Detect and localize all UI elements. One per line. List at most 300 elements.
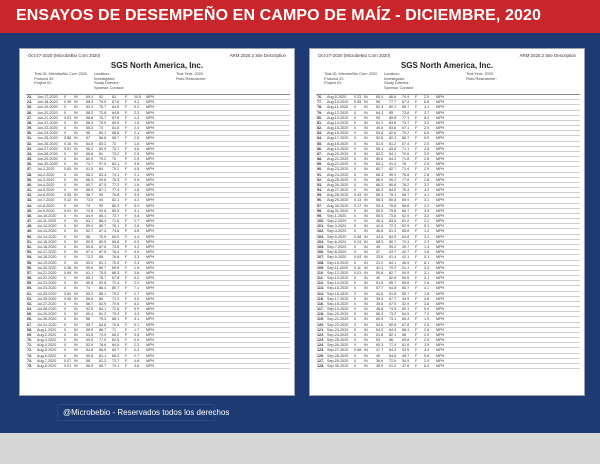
table-cell: 0.01 xyxy=(354,270,362,275)
table-cell: Aug-28-2020 xyxy=(327,193,349,198)
table-cell: MPH xyxy=(146,244,155,249)
table-cell: Aug-1-2020 xyxy=(37,327,57,332)
table-cell: Sep-5-2020 xyxy=(327,234,347,239)
table-cell: 55.1 xyxy=(86,276,94,281)
table-cell: 2.7 xyxy=(134,219,140,224)
table-cell: IN xyxy=(74,188,78,193)
table-cell: Sep-22-2020 xyxy=(327,322,349,327)
table-cell: 70.6 xyxy=(112,301,120,306)
table-cell: 93 xyxy=(99,198,104,203)
table-cell: 27. xyxy=(27,115,33,120)
table-cell: 53. xyxy=(27,250,33,255)
table-cell: MPH xyxy=(436,157,445,162)
table-cell: Aug-10-2020 xyxy=(327,100,349,105)
table-cell: MPH xyxy=(146,115,155,120)
table-cell: 64. xyxy=(27,307,33,312)
table-cell: IN xyxy=(74,182,78,187)
table-cell: F xyxy=(125,229,128,234)
table-cell: MPH xyxy=(436,136,445,141)
table-cell: MPH xyxy=(146,203,155,208)
table-cell: 47.7 xyxy=(376,348,384,353)
table-cell: 4.1 xyxy=(424,286,430,291)
table-cell: 64.8 xyxy=(402,234,410,239)
table-cell: MPH xyxy=(436,141,445,146)
table-cell: 48. xyxy=(27,224,33,229)
table-cell: 2.5 xyxy=(424,162,430,167)
table-cell: 61. xyxy=(27,291,33,296)
table-cell: 73 xyxy=(112,141,117,146)
table-cell: 51.2 xyxy=(389,363,397,368)
table-cell: 80.7 xyxy=(99,265,107,270)
table-cell: MPH xyxy=(436,177,445,182)
table-cell: Jul-24-2020 xyxy=(37,286,57,291)
table-cell: 59.6 xyxy=(402,281,410,286)
table-cell: IN xyxy=(364,120,368,125)
table-cell: 91. xyxy=(317,172,323,177)
table-cell: IN xyxy=(74,126,78,131)
table-cell: 0 xyxy=(64,157,67,162)
table-cell: 83.4 xyxy=(99,172,107,177)
table-cell: IN xyxy=(364,327,368,332)
table-cell: MPH xyxy=(146,100,155,105)
table-cell: IN xyxy=(74,177,78,182)
table-cell: 63. xyxy=(27,301,33,306)
table-cell: 7.1 xyxy=(134,286,140,291)
table-cell: IN xyxy=(364,250,368,255)
table-cell: 2.5 xyxy=(424,95,430,99)
table-cell: MPH xyxy=(436,120,445,125)
table-cell: F xyxy=(415,136,418,141)
table-cell: 0 xyxy=(354,307,357,312)
table-cell: 71.4 xyxy=(402,167,410,172)
table-cell: MPH xyxy=(436,126,445,131)
table-cell: 92.6 xyxy=(99,208,107,213)
table-cell: IN xyxy=(364,151,368,156)
table-cell: 44.8 xyxy=(376,234,384,239)
table-cell: IN xyxy=(74,358,78,363)
table-cell: F xyxy=(125,317,128,322)
table-cell: 5.2 xyxy=(134,105,140,110)
table-cell: Jul-21-2020 xyxy=(37,270,57,275)
company-name: SGS North America, Inc. xyxy=(400,61,494,70)
table-cell: IN xyxy=(74,157,78,162)
table-cell: 82.6 xyxy=(389,131,397,136)
table-cell: F xyxy=(415,115,418,120)
table-cell: 58.3 xyxy=(376,239,384,244)
table-cell: 60.7 xyxy=(86,182,94,187)
table-cell: 0 xyxy=(354,260,357,265)
table-cell: Aug-27-2020 xyxy=(327,188,349,193)
table-cell: 0 xyxy=(64,332,67,337)
table-cell: 6.2 xyxy=(134,301,140,306)
table-cell: 50.6 xyxy=(402,276,410,281)
table-cell: 3.6 xyxy=(134,363,140,368)
table-cell: 0 xyxy=(64,276,67,281)
table-cell: MPH xyxy=(146,343,155,348)
table-cell: 77.1 xyxy=(402,115,410,120)
table-cell: 97. xyxy=(317,203,323,208)
table-cell: 66.7 xyxy=(402,105,410,110)
table-cell: 58 xyxy=(86,358,91,363)
table-cell: F xyxy=(415,162,418,167)
table-cell: 77.4 xyxy=(112,188,120,193)
table-cell: 0 xyxy=(64,286,67,291)
table-cell: 0.17 xyxy=(354,203,362,208)
table-cell: 0 xyxy=(64,317,67,322)
table-cell: 86 xyxy=(99,296,104,301)
table-cell: F xyxy=(125,141,128,146)
table-cell: MPH xyxy=(436,172,445,177)
table-cell: F xyxy=(415,296,418,301)
table-cell: 2.3 xyxy=(134,110,140,115)
table-cell: 65.6 xyxy=(402,229,410,234)
table-cell: Sep-30-2020 xyxy=(327,363,349,368)
table-cell: 0 xyxy=(354,110,357,115)
table-cell: 0 xyxy=(64,250,67,255)
table-cell: 128. xyxy=(317,363,325,368)
table-cell: 75.9 xyxy=(99,120,107,125)
table-cell: Sep-12-2020 xyxy=(327,270,349,275)
table-cell: F xyxy=(125,213,128,218)
table-cell: 0.54 xyxy=(64,291,72,296)
table-cell: 61.1 xyxy=(86,270,94,275)
report-meta-right: ARM 2020.2 Site Description xyxy=(229,53,286,58)
table-cell: 0 xyxy=(354,146,357,151)
table-cell: 58.3 xyxy=(376,312,384,317)
table-cell: Sep-20-2020 xyxy=(327,312,349,317)
table-cell: 66.7 xyxy=(402,136,410,141)
table-cell: 84.8 xyxy=(99,322,107,327)
table-cell: F xyxy=(125,110,128,115)
table-cell: Sep-24-2020 xyxy=(327,332,349,337)
table-cell: 39.3 xyxy=(376,296,384,301)
table-cell: IN xyxy=(364,312,368,317)
table-cell: 31. xyxy=(27,136,33,141)
table-cell: 61 xyxy=(112,95,117,99)
table-cell: 0 xyxy=(354,291,357,296)
table-cell: Sep-21-2020 xyxy=(327,317,349,322)
table-cell: IN xyxy=(364,265,368,270)
table-cell: IN xyxy=(364,203,368,208)
table-cell: MPH xyxy=(146,301,155,306)
table-cell: 47. xyxy=(27,219,33,224)
table-cell: F xyxy=(125,203,128,208)
table-cell: F xyxy=(125,172,128,177)
table-cell: Aug-4-2020 xyxy=(37,343,57,348)
table-cell: 73.8 xyxy=(389,213,397,218)
table-cell: 60.5 xyxy=(376,317,384,322)
table-cell: MPH xyxy=(146,332,155,337)
table-cell: 74.6 xyxy=(112,229,120,234)
table-cell: MPH xyxy=(146,141,155,146)
table-cell: F xyxy=(415,276,418,281)
table-cell: 0.49 xyxy=(64,100,72,105)
table-cell: F xyxy=(415,255,418,260)
table-cell: MPH xyxy=(436,358,445,363)
table-cell: MPH xyxy=(436,100,445,105)
table-cell: 113. xyxy=(317,286,324,291)
table-cell: 87. xyxy=(317,151,323,156)
table-cell: IN xyxy=(364,363,368,368)
table-cell: 104. xyxy=(317,239,325,244)
table-cell: 38.9 xyxy=(376,363,384,368)
table-cell: Sep-9-2020 xyxy=(327,255,347,260)
table-cell: 62. xyxy=(27,296,33,301)
table-cell: 1.2 xyxy=(134,115,140,120)
table-cell: MPH xyxy=(146,286,155,291)
table-cell: IN xyxy=(74,100,78,105)
table-cell: 68.3 xyxy=(112,270,120,275)
table-cell: 100. xyxy=(317,219,325,224)
table-cell: 3.9 xyxy=(424,343,430,348)
table-cell: F xyxy=(415,281,418,286)
table-cell: MPH xyxy=(436,301,445,306)
table-cell: MPH xyxy=(146,276,155,281)
table-cell: 111. xyxy=(317,276,324,281)
table-cell: MPH xyxy=(146,229,155,234)
table-cell: 70.8 xyxy=(112,322,120,327)
table-cell: Jul-5-2020 xyxy=(37,188,55,193)
table-cell: 5.9 xyxy=(424,307,430,312)
table-cell: F xyxy=(125,157,128,162)
table-cell: 86.7 xyxy=(99,327,107,332)
table-cell: 0.62 xyxy=(64,167,72,172)
table-cell: 58 xyxy=(86,234,91,239)
table-cell: 61.5 xyxy=(86,167,94,172)
table-cell: 41.6 xyxy=(376,224,384,229)
table-cell: 73 xyxy=(86,203,91,208)
table-cell: 59.6 xyxy=(86,265,94,270)
table-cell: 74.9 xyxy=(402,95,410,99)
table-cell: 64.7 xyxy=(112,348,120,353)
table-cell: F xyxy=(125,193,128,198)
table-cell: Sep-29-2020 xyxy=(327,358,349,363)
table-cell: 0 xyxy=(64,338,67,343)
table-cell: F xyxy=(125,224,128,229)
table-cell: 73.5 xyxy=(86,198,94,203)
table-cell: MPH xyxy=(436,255,445,260)
table-cell: 0 xyxy=(64,244,67,249)
table-cell: 2.3 xyxy=(134,343,140,348)
table-cell: IN xyxy=(74,307,78,312)
table-cell: 62.2 xyxy=(376,151,384,156)
trial-info-right: Trial Year: 2020 Field Researcher: xyxy=(466,71,497,81)
table-cell: F xyxy=(415,203,418,208)
table-cell: 60.8 xyxy=(86,244,94,249)
table-cell: 0 xyxy=(354,353,357,358)
table-cell: 72.6 xyxy=(389,358,397,363)
table-cell: 0 xyxy=(64,151,67,156)
table-cell: 53.4 xyxy=(376,203,384,208)
table-cell: IN xyxy=(364,358,368,363)
table-cell: 83. xyxy=(317,131,323,136)
table-cell: 49.5 xyxy=(86,338,94,343)
table-cell: 58.5 xyxy=(376,198,384,203)
table-cell: F xyxy=(415,188,418,193)
table-cell: 0.08 xyxy=(354,348,362,353)
table-cell: 75.9 xyxy=(99,234,107,239)
table-cell: MPH xyxy=(146,260,155,265)
table-cell: Jun-21-2020 xyxy=(37,115,58,120)
table-cell: F xyxy=(415,141,418,146)
table-cell: 74.5 xyxy=(389,307,397,312)
table-cell: 102. xyxy=(317,229,325,234)
table-cell: Aug-8-2020 xyxy=(37,363,57,368)
table-cell: 80. xyxy=(317,115,323,120)
table-cell: 0 xyxy=(354,177,357,182)
table-cell: 65.4 xyxy=(402,317,410,322)
table-cell: 54.9 xyxy=(402,358,410,363)
table-cell: 90 xyxy=(99,193,104,198)
table-cell: 70.5 xyxy=(112,260,120,265)
table-cell: F xyxy=(415,338,418,343)
table-cell: F xyxy=(415,265,418,270)
table-cell: Jul-29-2020 xyxy=(37,312,57,317)
table-cell: 40 xyxy=(376,276,381,281)
table-cell: 1.6 xyxy=(424,250,430,255)
table-cell: 46.6 xyxy=(376,229,384,234)
table-cell: F xyxy=(415,291,418,296)
table-cell: 91.4 xyxy=(389,162,397,167)
table-cell: 65.4 xyxy=(376,95,384,99)
table-cell: F xyxy=(125,255,128,260)
table-cell: 80.7 xyxy=(389,239,397,244)
table-cell: MPH xyxy=(146,110,155,115)
table-cell: MPH xyxy=(146,338,155,343)
table-cell: 74 xyxy=(86,286,91,291)
table-cell: 1.8 xyxy=(424,291,430,296)
table-cell: IN xyxy=(364,332,368,337)
table-cell: IN xyxy=(74,270,78,275)
table-cell: 82.1 xyxy=(112,162,120,167)
table-cell: 99. xyxy=(317,213,323,218)
table-cell: IN xyxy=(364,95,368,99)
table-cell: 95. xyxy=(317,193,323,198)
table-cell: 1.7 xyxy=(134,327,140,332)
table-cell: MPH xyxy=(436,208,445,213)
table-cell: 0.24 xyxy=(354,239,362,244)
table-cell: 86. xyxy=(317,146,323,151)
table-cell: 67.4 xyxy=(86,250,94,255)
table-cell: MPH xyxy=(436,348,445,353)
table-cell: F xyxy=(125,250,128,255)
trial-info-left: Trial ID: MicrobeBio Corn 2020 Protocol ID: Project ID: xyxy=(34,71,88,86)
table-cell: F xyxy=(415,312,418,317)
table-cell: 117. xyxy=(317,307,324,312)
table-cell: 112. xyxy=(317,281,324,286)
table-cell: Jul-11-2020 xyxy=(37,219,57,224)
table-cell: F xyxy=(415,317,418,322)
table-cell: 2.2 xyxy=(424,219,430,224)
table-cell: 70.3 xyxy=(402,239,410,244)
table-cell: 55. xyxy=(27,260,33,265)
table-cell: 28. xyxy=(27,120,33,125)
table-cell: F xyxy=(415,213,418,218)
table-cell: 61.1 xyxy=(376,120,384,125)
table-cell: 24. xyxy=(27,100,33,105)
table-cell: Sep-26-2020 xyxy=(327,343,349,348)
table-cell: MPH xyxy=(146,131,155,136)
table-cell: IN xyxy=(74,255,78,260)
table-cell: 84.1 xyxy=(389,151,397,156)
table-cell: 1.9 xyxy=(424,317,430,322)
table-cell: MPH xyxy=(436,291,445,296)
page-title: ENSAYOS DE DESEMPEÑO EN CAMPO DE MAÍZ - DICIEMBRE, 2020 xyxy=(16,7,542,24)
table-cell: 68.9 xyxy=(86,188,94,193)
table-cell: 26. xyxy=(27,110,33,115)
table-cell: 90 xyxy=(99,203,104,208)
table-cell: 66.7 xyxy=(402,208,410,213)
table-cell: MPH xyxy=(146,250,155,255)
table-cell: 67.8 xyxy=(112,276,120,281)
table-cell: Jul-2-2020 xyxy=(37,172,55,177)
table-cell: 2.0 xyxy=(424,141,430,146)
weather-table xyxy=(316,94,580,369)
table-cell: IN xyxy=(364,343,368,348)
table-cell: 97.9 xyxy=(99,162,107,167)
table-cell: 86 xyxy=(389,338,394,343)
table-cell: F xyxy=(125,234,128,239)
table-cell: 2.4 xyxy=(134,126,140,131)
table-cell: 79.2 xyxy=(99,157,107,162)
table-cell: IN xyxy=(74,286,78,291)
table-cell: 56 xyxy=(86,131,91,136)
table-cell: 67. xyxy=(27,322,33,327)
table-cell: 54.8 xyxy=(86,348,94,353)
table-cell: 86.8 xyxy=(389,182,397,187)
table-cell: 71.8 xyxy=(402,157,410,162)
table-cell: MPH xyxy=(436,338,445,343)
table-cell: 3.2 xyxy=(134,244,140,249)
table-cell: F xyxy=(125,219,128,224)
table-cell: 3.3 xyxy=(134,255,140,260)
table-cell: 70.4 xyxy=(112,312,120,317)
table-cell: 0 xyxy=(64,162,67,167)
table-cell: Jun-27-2020 xyxy=(37,146,58,151)
table-cell: 0 xyxy=(64,327,67,332)
table-cell: 68.4 xyxy=(402,327,410,332)
table-cell: MPH xyxy=(146,208,155,213)
table-cell: F xyxy=(415,322,418,327)
table-cell: 66.9 xyxy=(376,177,384,182)
table-cell: Jun-23-2020 xyxy=(37,126,58,131)
table-cell: 49. xyxy=(27,229,33,234)
table-cell: 0 xyxy=(64,307,67,312)
table-cell: 76.8 xyxy=(389,203,397,208)
table-cell: 66.8 xyxy=(86,151,94,156)
table-cell: 30. xyxy=(27,131,33,136)
table-cell: 61.4 xyxy=(389,255,397,260)
table-cell: 96. xyxy=(317,198,323,203)
table-cell: Aug-2-2020 xyxy=(37,332,57,337)
table-cell: 0 xyxy=(354,276,357,281)
table-cell: MPH xyxy=(146,317,155,322)
table-cell: 2.8 xyxy=(424,177,430,182)
table-cell: 65.3 xyxy=(86,291,94,296)
table-cell: 58. xyxy=(27,276,33,281)
table-cell: 33. xyxy=(27,146,33,151)
table-cell: 44.8 xyxy=(376,291,384,296)
table-cell: 115. xyxy=(317,296,324,301)
table-row xyxy=(316,364,580,369)
table-cell: F xyxy=(415,219,418,224)
table-cell: MPH xyxy=(436,312,445,317)
table-cell: 86.9 xyxy=(99,348,107,353)
trial-info-left: Trial ID: MicrobeBio Corn 2020 Protocol ID: Project ID: xyxy=(324,71,378,86)
table-cell: Aug-16-2020 xyxy=(327,131,349,136)
trial-info-center: Location: Investigator: Study Director: Sponsor Contact: xyxy=(384,71,415,90)
table-cell: 119. xyxy=(317,317,324,322)
